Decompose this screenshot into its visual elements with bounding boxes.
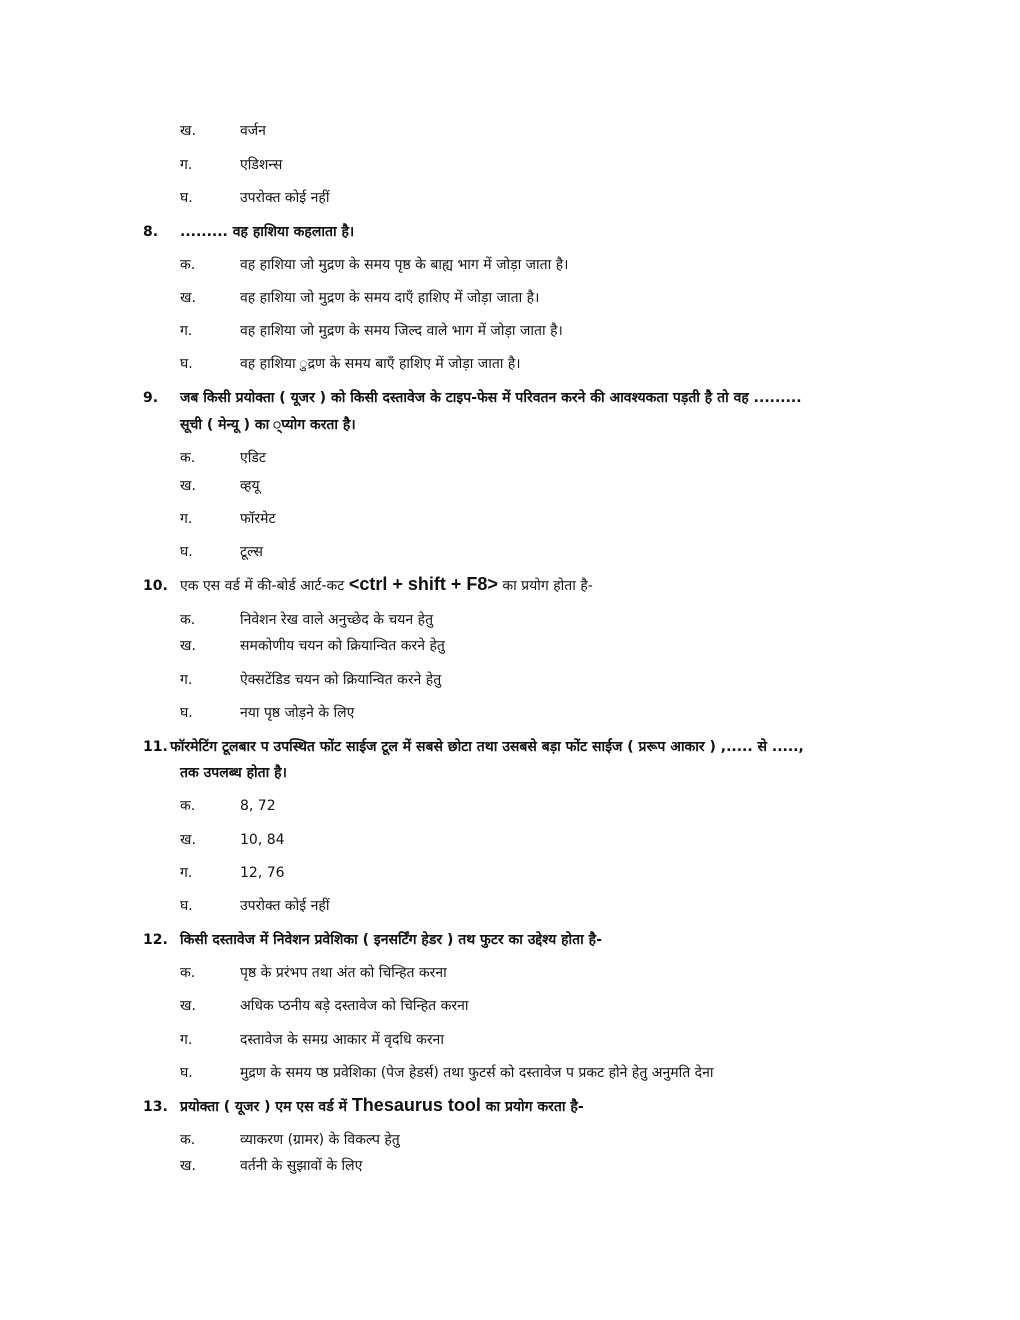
question-text-after: का प्रयोग करता है- [485, 1099, 584, 1115]
question-number: 12. [143, 932, 168, 948]
option-text: वह हाशिया ुद्रण के समय बाएँ हाशिए में जोड़ा जाता है। [240, 356, 521, 372]
shortcut-text: <ctrl + shift + F8> [348, 574, 498, 594]
question-text-before: एक एस वर्ड में की-बोर्ड आर्ट-कट [180, 578, 345, 594]
option-label: घ. [180, 705, 193, 721]
question-text-after: का प्रयोग होता है- [502, 578, 593, 594]
option-text: उपरोक्त कोई नहीं [240, 898, 330, 914]
option-text: वर्तनी के सुझावों के लिए [240, 1158, 363, 1174]
option-text: पृष्ठ के प्ररंभप तथा अंत को चिन्हित करना [240, 965, 447, 981]
option-text: व्याकरण (ग्रामर) के विकल्प हेतु [240, 1132, 400, 1148]
option-text: वर्जन [240, 123, 266, 139]
option-label: घ. [180, 898, 193, 914]
option-text: 10, 84 [240, 832, 285, 848]
option-text: उपरोक्त कोई नहीं [240, 190, 330, 206]
option-label: घ. [180, 190, 193, 206]
option-text: व्हयू [240, 478, 260, 494]
option-label: ख. [180, 478, 196, 494]
option-text: ऐक्सटेंडिड चयन को क्रियान्वित करने हेतु [240, 672, 442, 688]
option-text: नया पृष्ठ जोड़ने के लिए [240, 705, 355, 721]
question-text: ......... वह हाशिया कहलाता है। [180, 224, 355, 240]
option-label: ग. [180, 323, 193, 339]
question-number: 9. [143, 390, 159, 406]
option-text: दस्तावेज के समग्र आकार में वृदधि करना [240, 1032, 444, 1048]
option-text: एडिशन्स [240, 157, 283, 173]
option-label: घ. [180, 544, 193, 560]
option-label: ग. [180, 511, 193, 527]
option-label: क. [180, 798, 196, 814]
option-label: घ. [180, 1065, 193, 1081]
question-text-line2: सूची ( मेन्यू ) का ्प्योग करता है। [180, 417, 356, 433]
option-text: निवेशन रेख वाले अनुच्छेद के चयन हेतु [240, 612, 434, 628]
option-text: वह हाशिया जो मुद्रण के समय दाएँ हाशिए में जोड़ा जाता है। [240, 290, 540, 306]
question-text [180, 1095, 584, 1117]
option-text: मुद्रण के समय प्ष्ठ प्रवेशिका (पेज हेडर्स) तथा फुटर्स को दस्तावेज प प्रकट होने हेतु अनुमति देना [240, 1065, 714, 1081]
option-label: घ. [180, 356, 193, 372]
question-text: फॉरमेटिंग टूलबार प उपस्थित फोंट साईज टूल में सबसे छोटा तथा उसबसे बड़ा फोंट साईज ( प्ररूप आकार ) ,..... से ....., [170, 739, 804, 755]
option-label: ख. [180, 832, 196, 848]
option-label: क. [180, 257, 196, 273]
option-text: एडिट [240, 450, 266, 466]
question-number: 8. [143, 224, 159, 240]
option-label: ख. [180, 998, 196, 1014]
option-text: टूल्स [240, 544, 264, 560]
option-text: 8, 72 [240, 798, 276, 814]
option-label: क. [180, 1132, 196, 1148]
option-text: अधिक प्ठनीय बड़े दस्तावेज को चिन्हित करना [240, 998, 469, 1014]
option-text: समकोणीय चयन को क्रियान्वित करने हेतु [240, 638, 445, 654]
option-text: 12, 76 [240, 865, 285, 881]
option-label: क. [180, 612, 196, 628]
option-label: क. [180, 450, 196, 466]
option-label: ग. [180, 157, 193, 173]
option-label: ग. [180, 672, 193, 688]
option-label: क. [180, 965, 196, 981]
option-label: ख. [180, 1158, 196, 1174]
question-number: 10. [143, 578, 168, 594]
question-text: किसी दस्तावेज में निवेशन प्रवेशिका ( इनसर्टिंग हेडर ) तथ फुटर का उद्देश्य होता है- [180, 932, 602, 948]
question-text: जब किसी प्रयोक्ता ( यूजर ) को किसी दस्तावेज के टाइप-फेस में परिवतन करने की आवश्यकता पड़ती है तो वह ......... [180, 390, 802, 406]
question-text-before: प्रयोक्ता ( यूजर ) एम एस वर्ड में [180, 1099, 347, 1115]
option-text: वह हाशिया जो मुद्रण के समय पृष्ठ के बाह्य भाग में जोड़ा जाता है। [240, 257, 569, 273]
option-label: ख. [180, 123, 196, 139]
question-text-line2: तक उपलब्ध होता है। [180, 765, 287, 781]
option-label: ग. [180, 1032, 193, 1048]
option-label: ग. [180, 865, 193, 881]
option-label: ख. [180, 638, 196, 654]
question-number: 13. [143, 1099, 168, 1115]
question-text [180, 574, 593, 596]
option-text: वह हाशिया जो मुद्रण के समय जिल्द वाले भाग में जोड़ा जाता है। [240, 323, 563, 339]
option-text: फॉरमेट [240, 511, 276, 527]
thesaurus-tool-text: Thesaurus tool [351, 1095, 481, 1115]
option-label: ख. [180, 290, 196, 306]
question-number: 11. [143, 739, 168, 755]
